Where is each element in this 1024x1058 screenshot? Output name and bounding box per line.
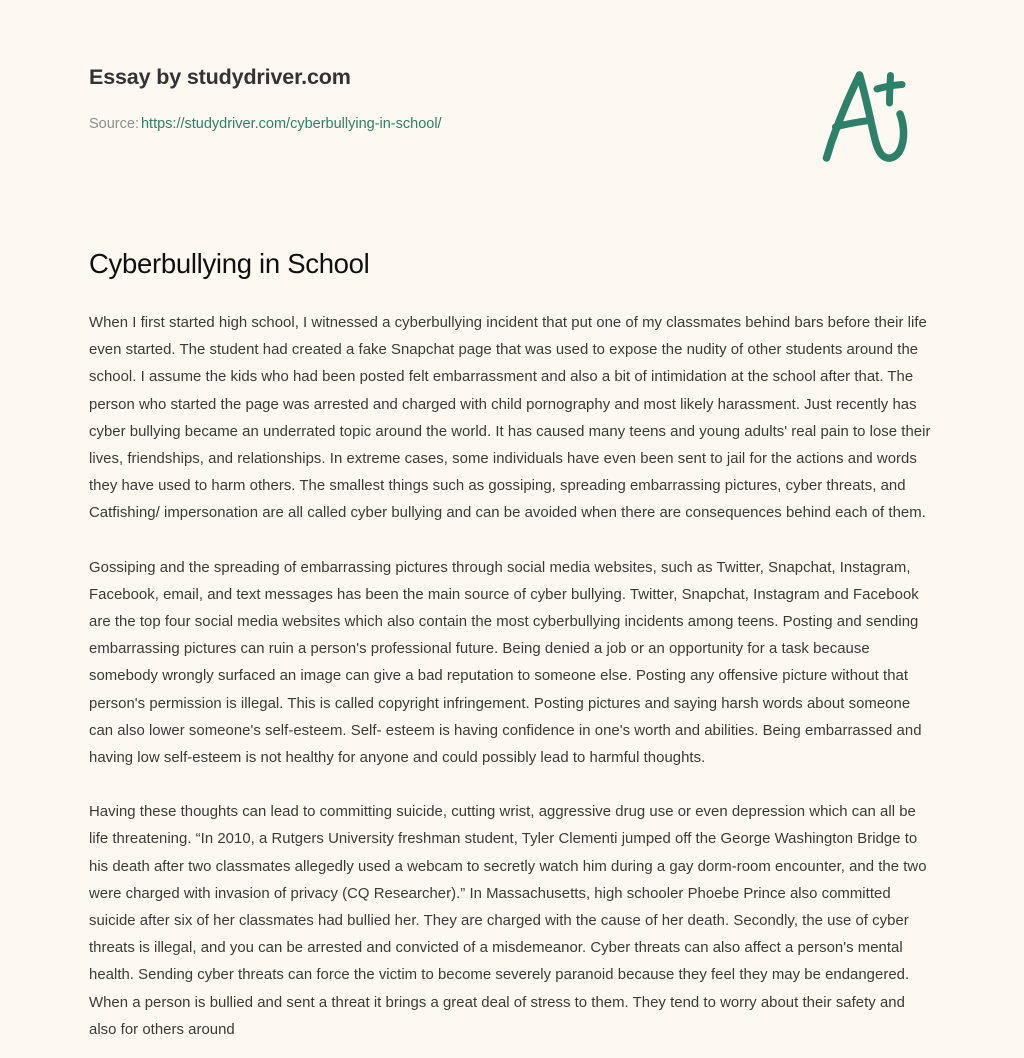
brand-title: Essay by studydriver.com bbox=[89, 65, 351, 89]
article bbox=[89, 247, 935, 1044]
paragraph: When I first started high school, I witnessed a cyberbullying incident that put one of my classmates behind bars before their life even started. The student had created a fake Snapchat page that was used to expose the nudity of other students around the school. I assume the kids who had been posted felt embarrassment and also a bit of intimidation at the school after that. The person who started the page was arrested and charged with child pornography and most likely harassment. Just recently has cyber bullying became an underrated topic around the world. It has caused many teens and young adults' real pain to lose their lives, friendships, and relationships. In extreme cases, some individuals have even been sent to jail for the actions and words they have used to harm others. The smallest things such as gossiping, spreading embarrassing pictures, cyber threats, and Catfishing/ impersonation are all called cyber bullying and can be avoided when there are consequences behind each of them. bbox=[89, 315, 931, 522]
source-label: Source: bbox=[89, 115, 139, 132]
page-title: Cyberbullying in School bbox=[89, 248, 370, 279]
source-url-link[interactable]: https://studydriver.com/cyberbullying-in-school/ bbox=[140, 115, 442, 132]
article-body bbox=[89, 310, 935, 1044]
a-plus-logo-icon bbox=[812, 62, 920, 166]
source-line bbox=[89, 115, 729, 134]
page-header bbox=[0, 0, 1024, 190]
paragraph: Having these thoughts can lead to committing suicide, cutting wrist, aggressive drug use or even depression which can all be life threatening. “In 2010, a Rutgers University freshman student, Tyler Clementi jumped off the George Washington Bridge to his death after two classmates allegedly used a webcam to secretly watch him during a gay dorm-room encounter, and the two were charged with invasion of privacy (CQ Researcher).” In Massachusetts, high schooler Phoebe Prince also committed suicide after six of her classmates had bullied her. They are charged with the cause of her death. Secondly, the use of cyber threats is illegal, and you can be arrested and convicted of a misdemeanor. Cyber threats can also affect a person's mental health. Sending cyber threats can force the victim to become severely paranoid because they feel they may be endangered. When a person is bullied and sent a threat it brings a great deal of stress to them. They tend to worry about their safety and also for others around bbox=[89, 804, 927, 1038]
paragraph: Gossiping and the spreading of embarrassing pictures through social media websites, such as Twitter, Snapchat, Instagram, Facebook, email, and text messages has been the main source of cyber bullying. Twitter, Snapchat, Instagram and Facebook are the top four social media websites which also contain the most cyberbullying incidents among teens. Posting and sending embarrassing pictures can ruin a person's professional future. Being denied a job or an opportunity for a task because somebody wrongly surfaced an image can give a bad reputation to someone else. Posting any offensive picture without that person's permission is illegal. This is called copyright infringement. Posting pictures and saying harsh words about someone can also lower someone's self-esteem. Self- esteem is having confidence in one's worth and abilities. Being embarrassed and having low self-esteem is not healthy for anyone and could possibly lead to harmful thoughts. bbox=[89, 559, 922, 767]
brand-block bbox=[89, 64, 729, 134]
